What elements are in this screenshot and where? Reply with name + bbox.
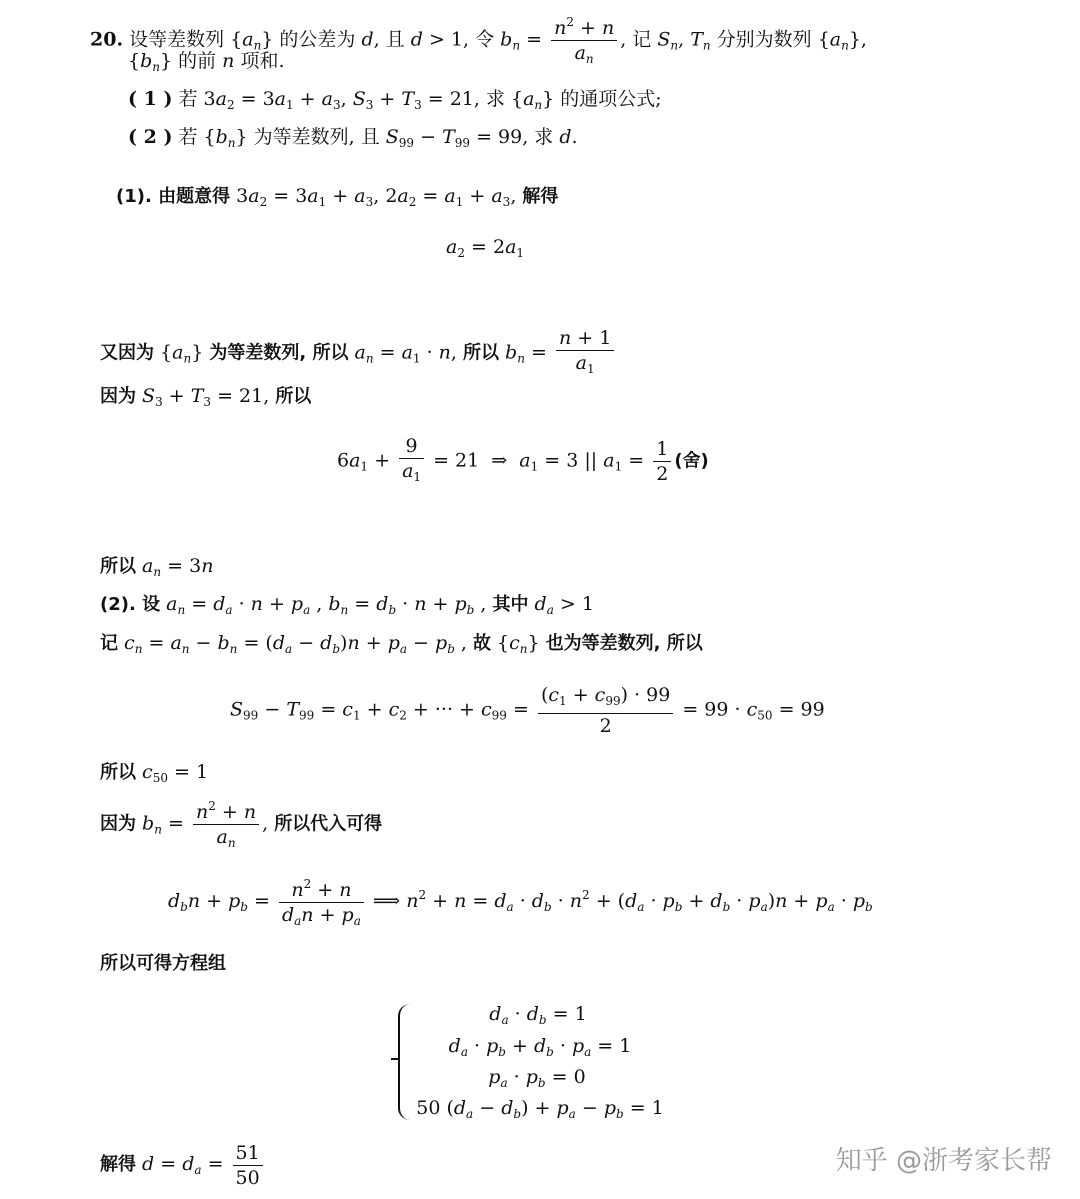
solution-step-5: (2). 设 $a_n = d_a \cdot n + p_a$ , $b_n = d_b \cdot n + p_b$ , 其中 $d_a > 1$ <box>100 593 594 617</box>
system-eq-3: $p_a \cdot p_b = 0$ <box>488 1066 586 1090</box>
problem-number: 20. <box>90 28 124 51</box>
watermark: 知乎 @浙考家长帮 <box>835 1146 1052 1176</box>
system-eq-1: $d_a \cdot d_b = 1$ <box>489 1003 587 1027</box>
solution-step-6: 记 $c_n = a_n - b_n = (d_a - d_b)n + p_a - p_b$ , 故 $\{c_n\}$ 也为等差数列, 所以 <box>100 632 703 656</box>
problem-part-1: ( 1 ) 若 $3a_2 = 3a_1 + a_3$, $S_3 + T_3 = 21$, 求 $\{a_n\}$ 的通项公式; <box>128 88 662 112</box>
solution-step-1: (1). 由题意得 $3a_2 = 3a_1 + a_3$, $2a_2 = a_1 + a_3$, 解得 <box>116 185 559 209</box>
solution-step-4: 所以 $a_n = 3n$ <box>100 555 214 579</box>
equation-sum: $S_{99} - T_{99} = c_1 + c_2$ + ··· + $c_{99}$ = $\frac{(c_1 + c_{99}) \cdot 99}{2}$ = $99 \cdot c_{50} = 99$ <box>230 684 825 737</box>
equation-a2: $a_2 = 2a_1$ <box>446 236 525 260</box>
problem-line-2: $\{b_n\}$ 的前 n 项和. <box>128 50 285 74</box>
problem-line-1: 20. 设等差数列 $\{a_n\}$ 的公差为 d, 且 d > 1, 令 $b_n$ = $\frac{n^2 + n}{a_n}$ , 记 $S_n$, $T_n$ 分别为数列 $\{a_n\}$, <box>90 10 867 71</box>
problem-part-2: ( 2 ) 若 $\{b_n\}$ 为等差数列, 且 $S_{99} - T_{99} = 99$, 求 d. <box>128 126 578 150</box>
solution-final: 解得 $d = d_a$ = $\frac{51}{50}$ <box>100 1138 266 1196</box>
solution-step-3: 因为 $S_3 + T_3 = 21$, 所以 <box>100 385 312 409</box>
solution-step-9: 所以可得方程组 <box>100 953 226 974</box>
solution-step-2: 又因为 $\{a_n\}$ 为等差数列, 所以 $a_n = a_1 \cdot n$, 所以 $b_n$ = $\frac{n + 1}{a_1}$ <box>100 326 617 383</box>
equation-substitution: $d_bn + p_b$ = $\frac{n^2 + n}{d_an + p_a}$ ⟹ $n^2 + n = d_a \cdot d_b \cdot n^2 + (d_a \cdot p_b + d_b \cdot p_a)n + p_a \cdot p_b$ <box>168 869 873 933</box>
system-eq-2: $d_a \cdot p_b + d_b \cdot p_a = 1$ <box>448 1035 632 1059</box>
system-eq-4: 50 $(d_a - d_b) + p_a - p_b = 1$ <box>416 1097 664 1121</box>
equation-a1: $6a_1$ + $\frac{9}{a_1}$ = 21 ⇒ $a_1 = 3$ || $a_1$ = $\frac{1}{2}$ (舍) <box>337 435 709 485</box>
solution-step-7: 所以 $c_{50} = 1$ <box>100 761 209 785</box>
solution-step-8: 因为 $b_n$ = $\frac{n^2 + n}{a_n}$ , 所以代入可得 <box>100 794 382 855</box>
